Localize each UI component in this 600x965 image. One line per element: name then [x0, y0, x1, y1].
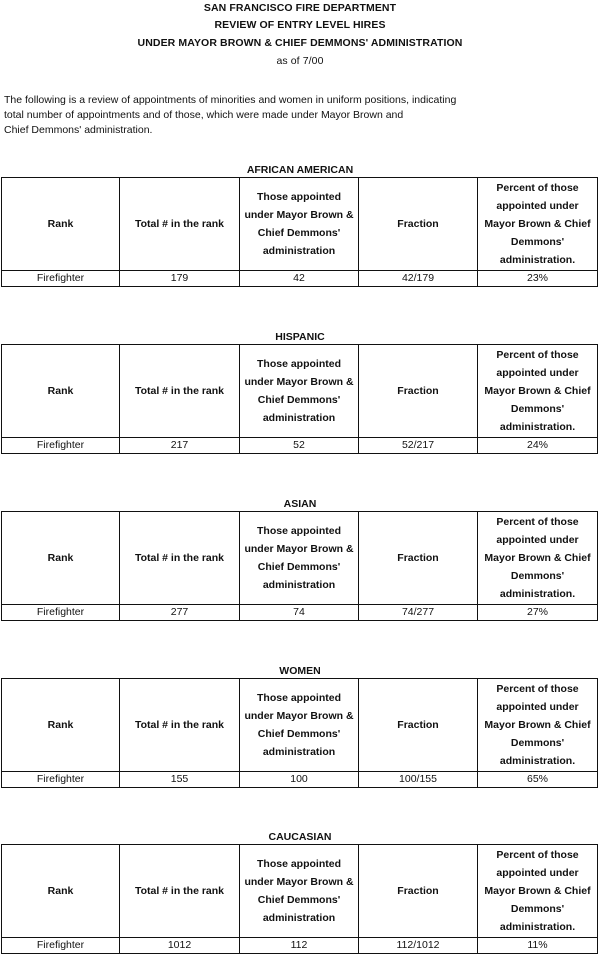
header-percent: Percent of those appointed under Mayor Brown & Chief Demmons' administration.: [478, 178, 598, 271]
cell-appointed: 52: [240, 438, 359, 454]
cell-fraction: 100/155: [359, 772, 478, 788]
section-title: HISPANIC: [275, 331, 325, 343]
cell-total: 217: [120, 438, 240, 454]
section-title: AFRICAN AMERICAN: [246, 164, 354, 176]
cell-percent: 23%: [478, 271, 598, 287]
header-percent: Percent of those appointed under Mayor Brown & Chief Demmons' administration.: [478, 512, 598, 605]
cell-percent: 27%: [478, 605, 598, 621]
table-header-row: [2, 345, 598, 438]
header-appointed: Those appointed under Mayor Brown & Chief Demmons' administration: [240, 845, 359, 938]
table-row: [2, 772, 598, 788]
cell-appointed: 112: [240, 938, 359, 954]
header-rank: Rank: [2, 345, 120, 438]
cell-percent: 65%: [478, 772, 598, 788]
header-rank: Rank: [2, 512, 120, 605]
cell-total: 1012: [120, 938, 240, 954]
table-row: [2, 938, 598, 954]
report-subtitle: UNDER MAYOR BROWN & CHIEF DEMMONS' ADMINISTRATION: [137, 37, 463, 49]
cell-total: 155: [120, 772, 240, 788]
intro-line: total number of appointments and of those, which were made under Mayor Brown and: [4, 109, 404, 121]
header-percent: Percent of those appointed under Mayor Brown & Chief Demmons' administration.: [478, 845, 598, 938]
appointments-table: [1, 678, 598, 788]
section-title: WOMEN: [279, 665, 321, 677]
intro-line: Chief Demmons' administration.: [4, 124, 153, 136]
department-title: SAN FRANCISCO FIRE DEPARTMENT: [203, 2, 397, 14]
cell-percent: 24%: [478, 438, 598, 454]
header-total: Total # in the rank: [120, 178, 240, 271]
header-percent: Percent of those appointed under Mayor Brown & Chief Demmons' administration.: [478, 679, 598, 772]
report-title: REVIEW OF ENTRY LEVEL HIRES: [214, 19, 386, 31]
cell-fraction: 112/1012: [359, 938, 478, 954]
appointments-table: [1, 511, 598, 621]
cell-rank: Firefighter: [2, 772, 120, 788]
appointments-table: [1, 844, 598, 954]
table-row: [2, 438, 598, 454]
appointments-table: [1, 177, 598, 287]
header-percent: Percent of those appointed under Mayor Brown & Chief Demmons' administration.: [478, 345, 598, 438]
header-fraction: Fraction: [359, 178, 478, 271]
header-rank: Rank: [2, 178, 120, 271]
cell-appointed: 74: [240, 605, 359, 621]
header-rank: Rank: [2, 845, 120, 938]
cell-total: 277: [120, 605, 240, 621]
cell-appointed: 100: [240, 772, 359, 788]
table-header-row: [2, 178, 598, 271]
intro-paragraph: [4, 93, 594, 138]
section-title: CAUCASIAN: [268, 831, 332, 843]
table-row: [2, 271, 598, 287]
cell-rank: Firefighter: [2, 438, 120, 454]
appointments-table: [1, 344, 598, 454]
header-appointed: Those appointed under Mayor Brown & Chief Demmons' administration: [240, 512, 359, 605]
table-row: [2, 605, 598, 621]
cell-total: 179: [120, 271, 240, 287]
table-header-row: [2, 512, 598, 605]
cell-fraction: 42/179: [359, 271, 478, 287]
header-total: Total # in the rank: [120, 512, 240, 605]
table-header-row: [2, 845, 598, 938]
table-header-row: [2, 679, 598, 772]
cell-rank: Firefighter: [2, 938, 120, 954]
cell-fraction: 74/277: [359, 605, 478, 621]
cell-fraction: 52/217: [359, 438, 478, 454]
header-total: Total # in the rank: [120, 679, 240, 772]
header-fraction: Fraction: [359, 512, 478, 605]
cell-appointed: 42: [240, 271, 359, 287]
header-total: Total # in the rank: [120, 845, 240, 938]
report-date: as of 7/00: [276, 55, 324, 67]
header-fraction: Fraction: [359, 679, 478, 772]
header-fraction: Fraction: [359, 845, 478, 938]
cell-rank: Firefighter: [2, 271, 120, 287]
cell-rank: Firefighter: [2, 605, 120, 621]
header-fraction: Fraction: [359, 345, 478, 438]
intro-line: The following is a review of appointments of minorities and women in uniform positions, indicating: [4, 94, 457, 106]
cell-percent: 11%: [478, 938, 598, 954]
header-appointed: Those appointed under Mayor Brown & Chief Demmons' administration: [240, 345, 359, 438]
header-total: Total # in the rank: [120, 345, 240, 438]
header-rank: Rank: [2, 679, 120, 772]
header-appointed: Those appointed under Mayor Brown & Chief Demmons' administration: [240, 178, 359, 271]
header-appointed: Those appointed under Mayor Brown & Chief Demmons' administration: [240, 679, 359, 772]
section-title: ASIAN: [283, 498, 317, 510]
